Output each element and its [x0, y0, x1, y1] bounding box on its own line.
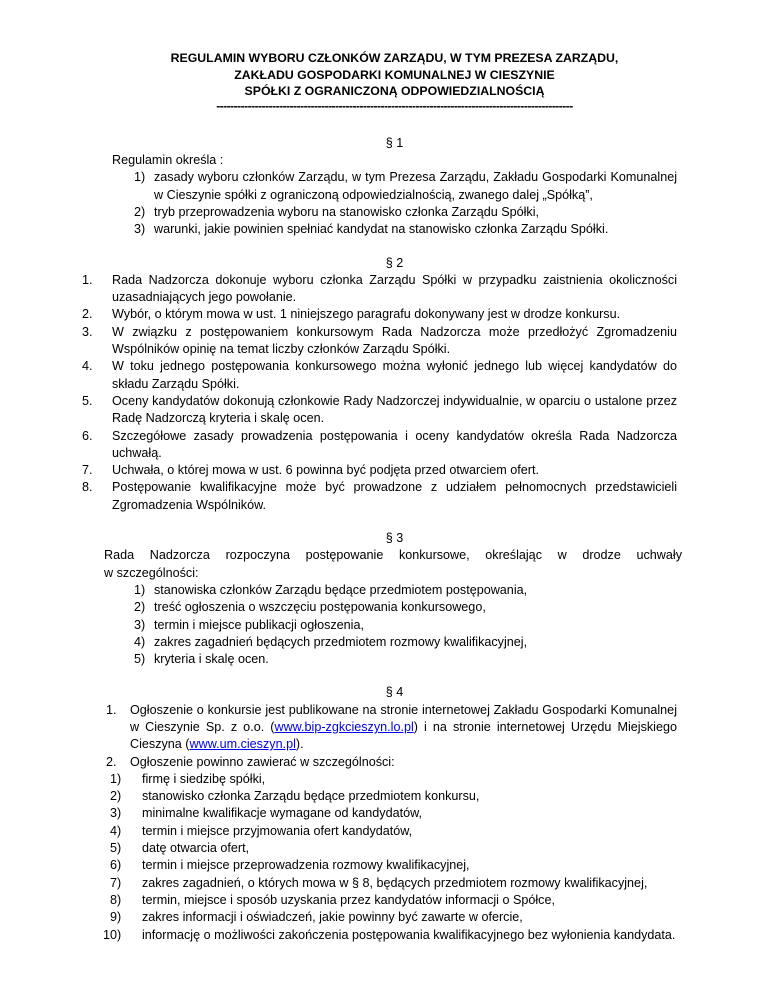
item-text: zakres zagadnień, o których mowa w § 8, będących przedmiotem rozmowy kwalifikacyjnej,: [142, 875, 648, 890]
item-text: tryb przeprowadzenia wyboru na stanowisko członka Zarządu Spółki,: [154, 204, 540, 219]
item-text: datę otwarcia ofert,: [142, 841, 250, 856]
item-marker: 1.: [82, 272, 93, 287]
item-text: zasady wyboru członków Zarządu, w tym Prezesa Zarządu, Zakładu Gospodarki Komunalnej w Cieszynie spółki z ograniczoną odpowiedzialnością, zwanego dalej „Spółką”,: [154, 170, 677, 202]
section-4-list: [100, 702, 677, 771]
item-text: kryteria i skalę ocen.: [154, 652, 269, 667]
item-text: W związku z postępowaniem konkursowym Rada Nadzorcza może przedłożyć Zgromadzeniu Wspólników opinię na temat liczby członków Zarządu Spółki.: [112, 324, 677, 357]
list-item: [82, 479, 677, 514]
item-marker: 1.: [106, 702, 117, 717]
item-text: Ogłoszenie powinno zawierać w szczególności:: [130, 754, 395, 769]
item-text: Ogłoszenie o konkursie jest publikowane na stronie internetowej Zakładu Gospodarki Komunalnej w Cieszynie Sp. z o.o. (: [130, 702, 677, 734]
list-item: [112, 651, 677, 668]
item-marker: 9): [110, 910, 122, 925]
section-4-sublist: [100, 771, 677, 944]
section-3-heading: § 3: [385, 531, 404, 546]
item-marker: 4): [110, 823, 122, 838]
list-item: [112, 582, 677, 599]
list-item: [112, 599, 677, 616]
item-marker: 6.: [82, 428, 93, 443]
item-marker: 3): [134, 617, 146, 632]
item-marker: 4): [134, 634, 146, 649]
bip-link[interactable]: www.bip-zgkcieszyn.lo.pl: [274, 720, 414, 734]
item-text: Oceny kandydatów dokonują członkowie Rady Nadzorczej indywidualnie, w oparciu o ustalone przez Radę Nadzorczą kryteria i skalę ocen.: [112, 393, 677, 426]
item-marker: 2): [134, 204, 146, 219]
title-line: ZAKŁADU GOSPODARKI KOMUNALNEJ W CIESZYNIE: [234, 67, 555, 82]
list-item: [100, 909, 677, 926]
section-1-heading: § 1: [385, 135, 404, 150]
item-marker: 1): [110, 771, 122, 786]
list-item: [100, 754, 677, 771]
list-item: [100, 788, 677, 805]
list-item: [82, 272, 677, 307]
list-item: [112, 221, 677, 238]
item-text: zakres informacji i oświadczeń, jakie powinny być zawarte w ofercie,: [142, 910, 523, 925]
um-cieszyn-link[interactable]: www.um.cieszyn.pl: [189, 737, 296, 752]
item-marker: 8): [110, 892, 122, 907]
item-marker: 3.: [82, 324, 93, 339]
section-1-intro: Regulamin określa :: [112, 153, 224, 168]
section-3-list: [112, 582, 677, 668]
list-item: [112, 617, 677, 634]
item-text: Uchwała, o której mowa w ust. 6 powinna być podjęta przed otwarciem ofert.: [112, 463, 539, 478]
item-marker: 7): [110, 875, 122, 890]
item-text: termin i miejsce przyjmowania ofert kandydatów,: [142, 823, 413, 838]
item-text: warunki, jakie powinien spełniać kandydat na stanowisko członka Zarządu Spółki.: [154, 222, 609, 237]
item-text: informację o możliwości zakończenia postępowania kwalifikacyjnego bez wyłonienia kandydata.: [142, 927, 676, 942]
item-marker: 1): [134, 582, 146, 597]
item-text: termin, miejsce i sposób uzyskania przez kandydatów informacji o Spółce,: [142, 892, 555, 907]
section-4-heading: § 4: [385, 685, 404, 700]
list-item: [82, 324, 677, 359]
item-marker: 2): [134, 600, 146, 615]
list-item: [82, 358, 677, 393]
intro-line: Rada Nadzorcza rozpoczyna postępowanie konkursowe, określając w drodze uchwały: [104, 548, 682, 563]
section-2-heading: § 2: [385, 255, 404, 270]
item-text: firmę i siedzibę spółki,: [142, 771, 266, 786]
item-text: stanowisko członka Zarządu będące przedmiotem konkursu,: [142, 789, 480, 804]
item-text: Rada Nadzorcza dokonuje wyboru członka Zarządu Spółki w przypadku zaistnienia okoliczności uzasadniających jego powołanie.: [112, 272, 677, 305]
item-marker: 7.: [82, 463, 93, 478]
list-item: [82, 306, 677, 323]
list-item: [100, 927, 677, 944]
separator-line: ------------------------------------------------------------------------------------------------------: [216, 98, 573, 113]
item-marker: 3): [134, 222, 146, 237]
section-2-list: [82, 272, 677, 514]
title-line: REGULAMIN WYBORU CZŁONKÓW ZARZĄDU, W TYM PREZESA ZARZĄDU,: [170, 51, 619, 65]
item-text: treść ogłoszenia o wszczęciu postępowania konkursowego,: [154, 600, 486, 615]
item-marker: 2.: [106, 754, 117, 769]
item-marker: 5): [134, 652, 146, 667]
item-text: ).: [295, 737, 304, 752]
intro-line: w szczególności:: [104, 565, 199, 580]
document-title: [112, 50, 677, 100]
list-item: [100, 771, 677, 788]
item-text: ) i na stronie internetowej Urzędu Miejskiego Cieszyna (: [130, 720, 677, 752]
list-item: [100, 875, 677, 892]
list-item: [100, 702, 677, 754]
section-3-intro: [104, 547, 682, 582]
item-marker: 5): [110, 841, 122, 856]
item-marker: 3): [110, 806, 122, 821]
document-page: [82, 50, 682, 944]
list-item: [112, 634, 677, 651]
item-text: minimalne kwalifikacje wymagane od kandydatów,: [142, 806, 423, 821]
list-item: [82, 428, 677, 463]
list-item: [100, 805, 677, 822]
item-marker: 8.: [82, 480, 93, 495]
item-text: Szczegółowe zasady prowadzenia postępowania i oceny kandydatów określa Rada Nadzorcza uchwałą.: [112, 428, 677, 460]
item-text: zakres zagadnień będących przedmiotem rozmowy kwalifikacyjnej,: [154, 634, 528, 649]
item-text: Postępowanie kwalifikacyjne może być prowadzone z udziałem pełnomocnych przedstawicieli Zgromadzenia Wspólników.: [112, 480, 677, 512]
section-1-list: [112, 169, 677, 238]
list-item: [82, 462, 677, 479]
title-line: SPÓŁKI Z OGRANICZONĄ ODPOWIEDZIALNOŚCIĄ: [244, 84, 545, 98]
item-marker: 2): [110, 789, 122, 804]
list-item: [100, 892, 677, 909]
item-text: termin i miejsce przeprowadzenia rozmowy kwalifikacyjnej,: [142, 858, 470, 873]
item-text: termin i miejsce publikacji ogłoszenia,: [154, 617, 364, 632]
item-marker: 5.: [82, 393, 93, 408]
list-item: [100, 840, 677, 857]
item-marker: 4.: [82, 359, 93, 374]
list-item: [100, 823, 677, 840]
item-text: Wybór, o którym mowa w ust. 1 niniejszego paragrafu dokonywany jest w drodze konkursu.: [112, 307, 621, 322]
item-marker: 6): [110, 858, 122, 873]
list-item: [82, 393, 677, 428]
item-text: W toku jednego postępowania konkursowego można wyłonić jednego lub więcej kandydatów do składu Zarządu Spółki.: [112, 359, 677, 391]
item-marker: 10): [103, 927, 122, 942]
item-marker: 1): [134, 170, 146, 185]
list-item: [100, 857, 677, 874]
item-text: stanowiska członków Zarządu będące przedmiotem postępowania,: [154, 582, 528, 597]
list-item: [112, 204, 677, 221]
item-marker: 2.: [82, 307, 93, 322]
list-item: [112, 169, 677, 204]
